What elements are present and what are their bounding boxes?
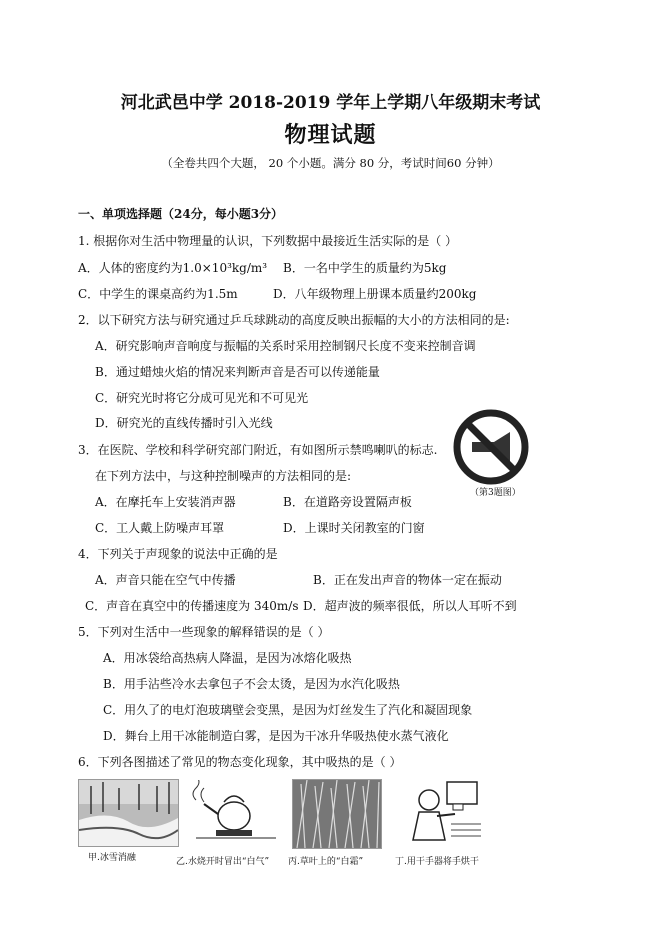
q6-stem: 6．下列各图描述了常见的物态变化现象，其中吸热的是（ ） (78, 755, 402, 769)
q4-stem: 4．下列关于声现象的说法中正确的是 (78, 547, 278, 561)
exam-note: （全卷共四个大题， 20 个小题。满分 80 分，考试时间60 分钟） (161, 156, 500, 170)
q2-option-c: C．研究光时将它分成可见光和不可见光 (95, 391, 309, 405)
q3-stem-line2: 在下列方法中，与这种控制噪声的方法相同的是: (95, 469, 352, 483)
q4-option-a: A．声音只能在空气中传播 (95, 573, 236, 587)
q3-figure-caption: （第3题图） (470, 488, 521, 498)
q3-option-b: B．在道路旁设置隔声板 (283, 495, 412, 509)
q4-option-b: B．正在发出声音的物体一定在振动 (313, 573, 502, 587)
q6-caption-bing: 丙.草叶上的“白霜” (288, 857, 364, 867)
q3-option-a: A．在摩托车上安装消声器 (95, 495, 236, 509)
q5-option-b: B．用手沾些冷水去拿包子不会太烫，是因为水汽化吸热 (103, 677, 400, 691)
q6-figure-ding (400, 779, 486, 849)
q3-option-d: D．上课时关闭教室的门窗 (283, 521, 425, 535)
q6-figure-yi (185, 779, 282, 847)
q6-caption-yi: 乙.水烧开时冒出“白气” (176, 857, 270, 867)
no-horn-sign-icon (452, 408, 530, 486)
q1-option-a: A．人体的密度约为1.0×10³kg/m³ (78, 261, 268, 275)
exam-subtitle: 物理试题 (284, 122, 377, 148)
q2-option-b: B．通过蜡烛火焰的情况来判断声音是否可以传递能量 (95, 365, 380, 379)
section-heading: 一、单项选择题（24分，每小题3分） (78, 207, 284, 221)
q5-option-a: A．用冰袋给高热病人降温，是因为冰熔化吸热 (103, 651, 352, 665)
q6-figure-bing (292, 779, 382, 849)
q4-option-d: D．超声波的频率很低，所以人耳听不到 (303, 599, 517, 613)
q1-stem: 1. 根据你对生活中物理量的认识，下列数据中最接近生活实际的是（ ） (78, 234, 458, 248)
q6-figure-jia (78, 779, 179, 847)
q2-stem: 2．以下研究方法与研究通过乒乓球跳动的高度反映出振幅的大小的方法相同的是: (78, 313, 510, 327)
q6-caption-jia: 甲.冰雪消融 (88, 853, 136, 863)
q5-option-c: C．用久了的电灯泡玻璃壁会变黑，是因为灯丝发生了汽化和凝固现象 (103, 703, 473, 717)
q2-option-a: A．研究影响声音响度与振幅的关系时采用控制钢尺长度不变来控制音调 (95, 339, 476, 353)
q5-stem: 5．下列对生活中一些现象的解释错误的是（ ） (78, 625, 330, 639)
q5-option-d: D．舞台上用干冰能制造白雾，是因为干冰升华吸热使水蒸气液化 (103, 729, 449, 743)
exam-title: 河北武邑中学 2018-2019 学年上学期八年级期末考试 (120, 93, 541, 113)
q1-option-b: B．一名中学生的质量约为5kg (283, 261, 447, 275)
q3-stem-line1: 3．在医院、学校和科学研究部门附近，有如图所示禁鸣喇叭的标志. (78, 443, 438, 457)
q3-option-c: C．工人戴上防噪声耳罩 (95, 521, 225, 535)
q1-option-c: C．中学生的课桌高约为1.5m (78, 287, 238, 301)
q1-option-d: D．八年级物理上册课本质量约200kg (273, 287, 477, 301)
q2-option-d: D．研究光的直线传播时引入光线 (95, 416, 273, 430)
q6-caption-ding: 丁.用干手器将手烘干 (395, 857, 479, 867)
q4-option-c: C．声音在真空中的传播速度为 340m/s (85, 599, 299, 613)
